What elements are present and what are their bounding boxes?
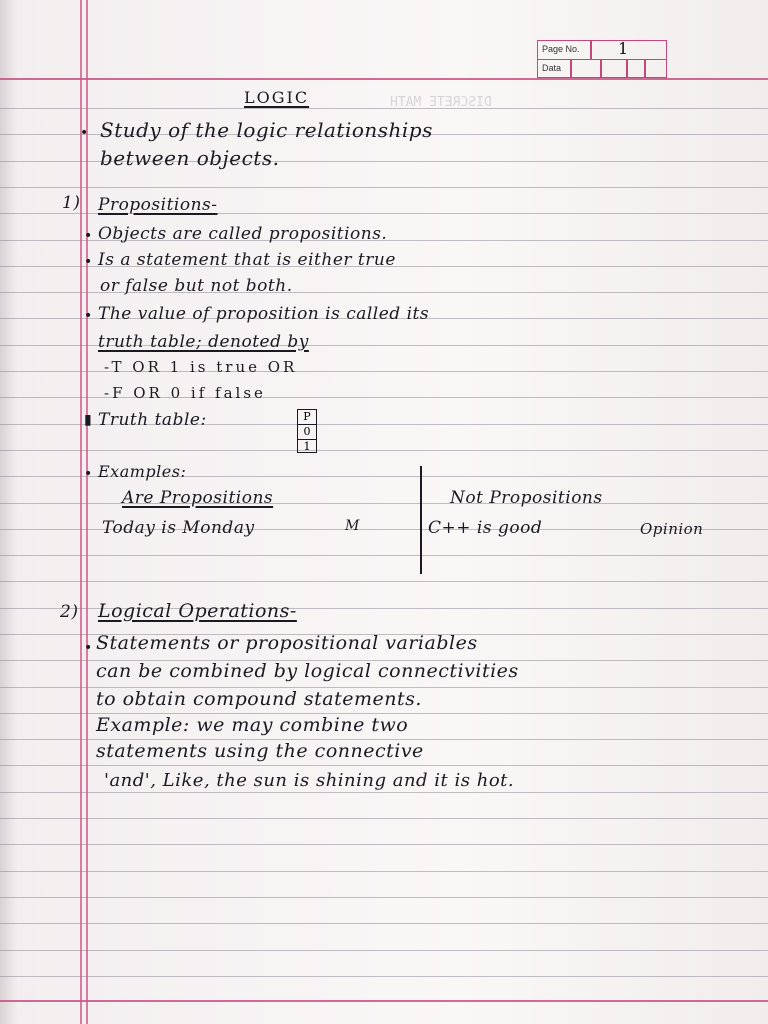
section-2-heading: Logical Operations- [98, 600, 297, 622]
s1-bullet-3-line-1: The value of proposition is called its [98, 304, 430, 324]
section-1-heading: Propositions- [98, 195, 218, 215]
intro-line-2: between objects. [100, 146, 280, 170]
examples-divider [420, 466, 422, 574]
s1-false-line: -F OR 0 if false [104, 384, 266, 402]
date-label: Data [542, 63, 562, 73]
intro-line-1: Study of the logic relationships [100, 118, 433, 142]
ruled-line [0, 581, 768, 582]
truth-table-cell-0: 0 [298, 425, 316, 440]
col2-header: Not Propositions [450, 488, 603, 508]
s2-line-5: statements using the connective [96, 740, 424, 762]
margin-line-left [80, 0, 82, 1024]
truth-table-box [297, 409, 317, 453]
ruled-line [0, 187, 768, 188]
s2-line-6: 'and', Like, the sun is shining and it is hot. [104, 770, 515, 791]
col1-header: Are Propositions [122, 488, 274, 508]
col1-row1: Today is Monday [102, 518, 255, 538]
ruled-line [0, 818, 768, 819]
margin-line-left-inner [86, 0, 88, 1024]
ruled-line [0, 844, 768, 845]
ruled-line [0, 923, 768, 924]
ruled-line [0, 897, 768, 898]
bullet: • [84, 466, 93, 482]
ruled-line [0, 765, 768, 766]
s1-true-line: -T OR 1 is true OR [104, 358, 298, 376]
col2-row1-note: Opinion [640, 520, 704, 538]
bullet: ▮ [84, 412, 92, 428]
ruled-line [0, 792, 768, 793]
s2-line-1: Statements or propositional variables [96, 632, 478, 654]
bullet: • [80, 125, 89, 141]
s1-bullet-2-line-1: Is a statement that is either true [98, 250, 396, 270]
truth-table-label: Truth table: [98, 410, 207, 430]
bullet: • [84, 640, 93, 656]
s1-bullet-2-line-2: or false but not both. [100, 276, 293, 296]
page-no-label: Page No. [542, 44, 580, 54]
ruled-line [0, 871, 768, 872]
col1-row1-note: M [345, 518, 360, 534]
ruled-line [0, 108, 768, 109]
bleed-through-text: DISCRETE MATH [390, 95, 492, 110]
bullet: • [84, 308, 93, 324]
header-rule [0, 78, 768, 80]
col2-row1: C++ is good [428, 518, 543, 538]
bullet: • [84, 254, 93, 270]
s2-line-2: can be combined by logical connectivities [96, 660, 519, 682]
bullet: • [84, 228, 93, 244]
ruled-line [0, 503, 768, 504]
ruled-line [0, 450, 768, 451]
truth-table-cell-1: 1 [303, 440, 311, 453]
page-number: 1 [618, 39, 629, 58]
ruled-line [0, 555, 768, 556]
section-2-number: 2) [60, 602, 79, 622]
page-number-box [537, 40, 667, 78]
section-1-number: 1) [62, 193, 81, 213]
s1-bullet-1: Objects are called propositions. [98, 224, 388, 244]
ruled-line [0, 950, 768, 951]
s1-bullet-3-line-2: truth table; denoted by [98, 332, 309, 352]
examples-label: Examples: [98, 462, 187, 481]
ruled-line [0, 976, 768, 977]
page-title: LOGIC [244, 88, 310, 107]
header-rule [0, 1000, 768, 1002]
s2-line-3: to obtain compound statements. [96, 688, 422, 710]
truth-table-cell-p: P [298, 410, 316, 425]
s2-line-4: Example: we may combine two [96, 714, 409, 736]
